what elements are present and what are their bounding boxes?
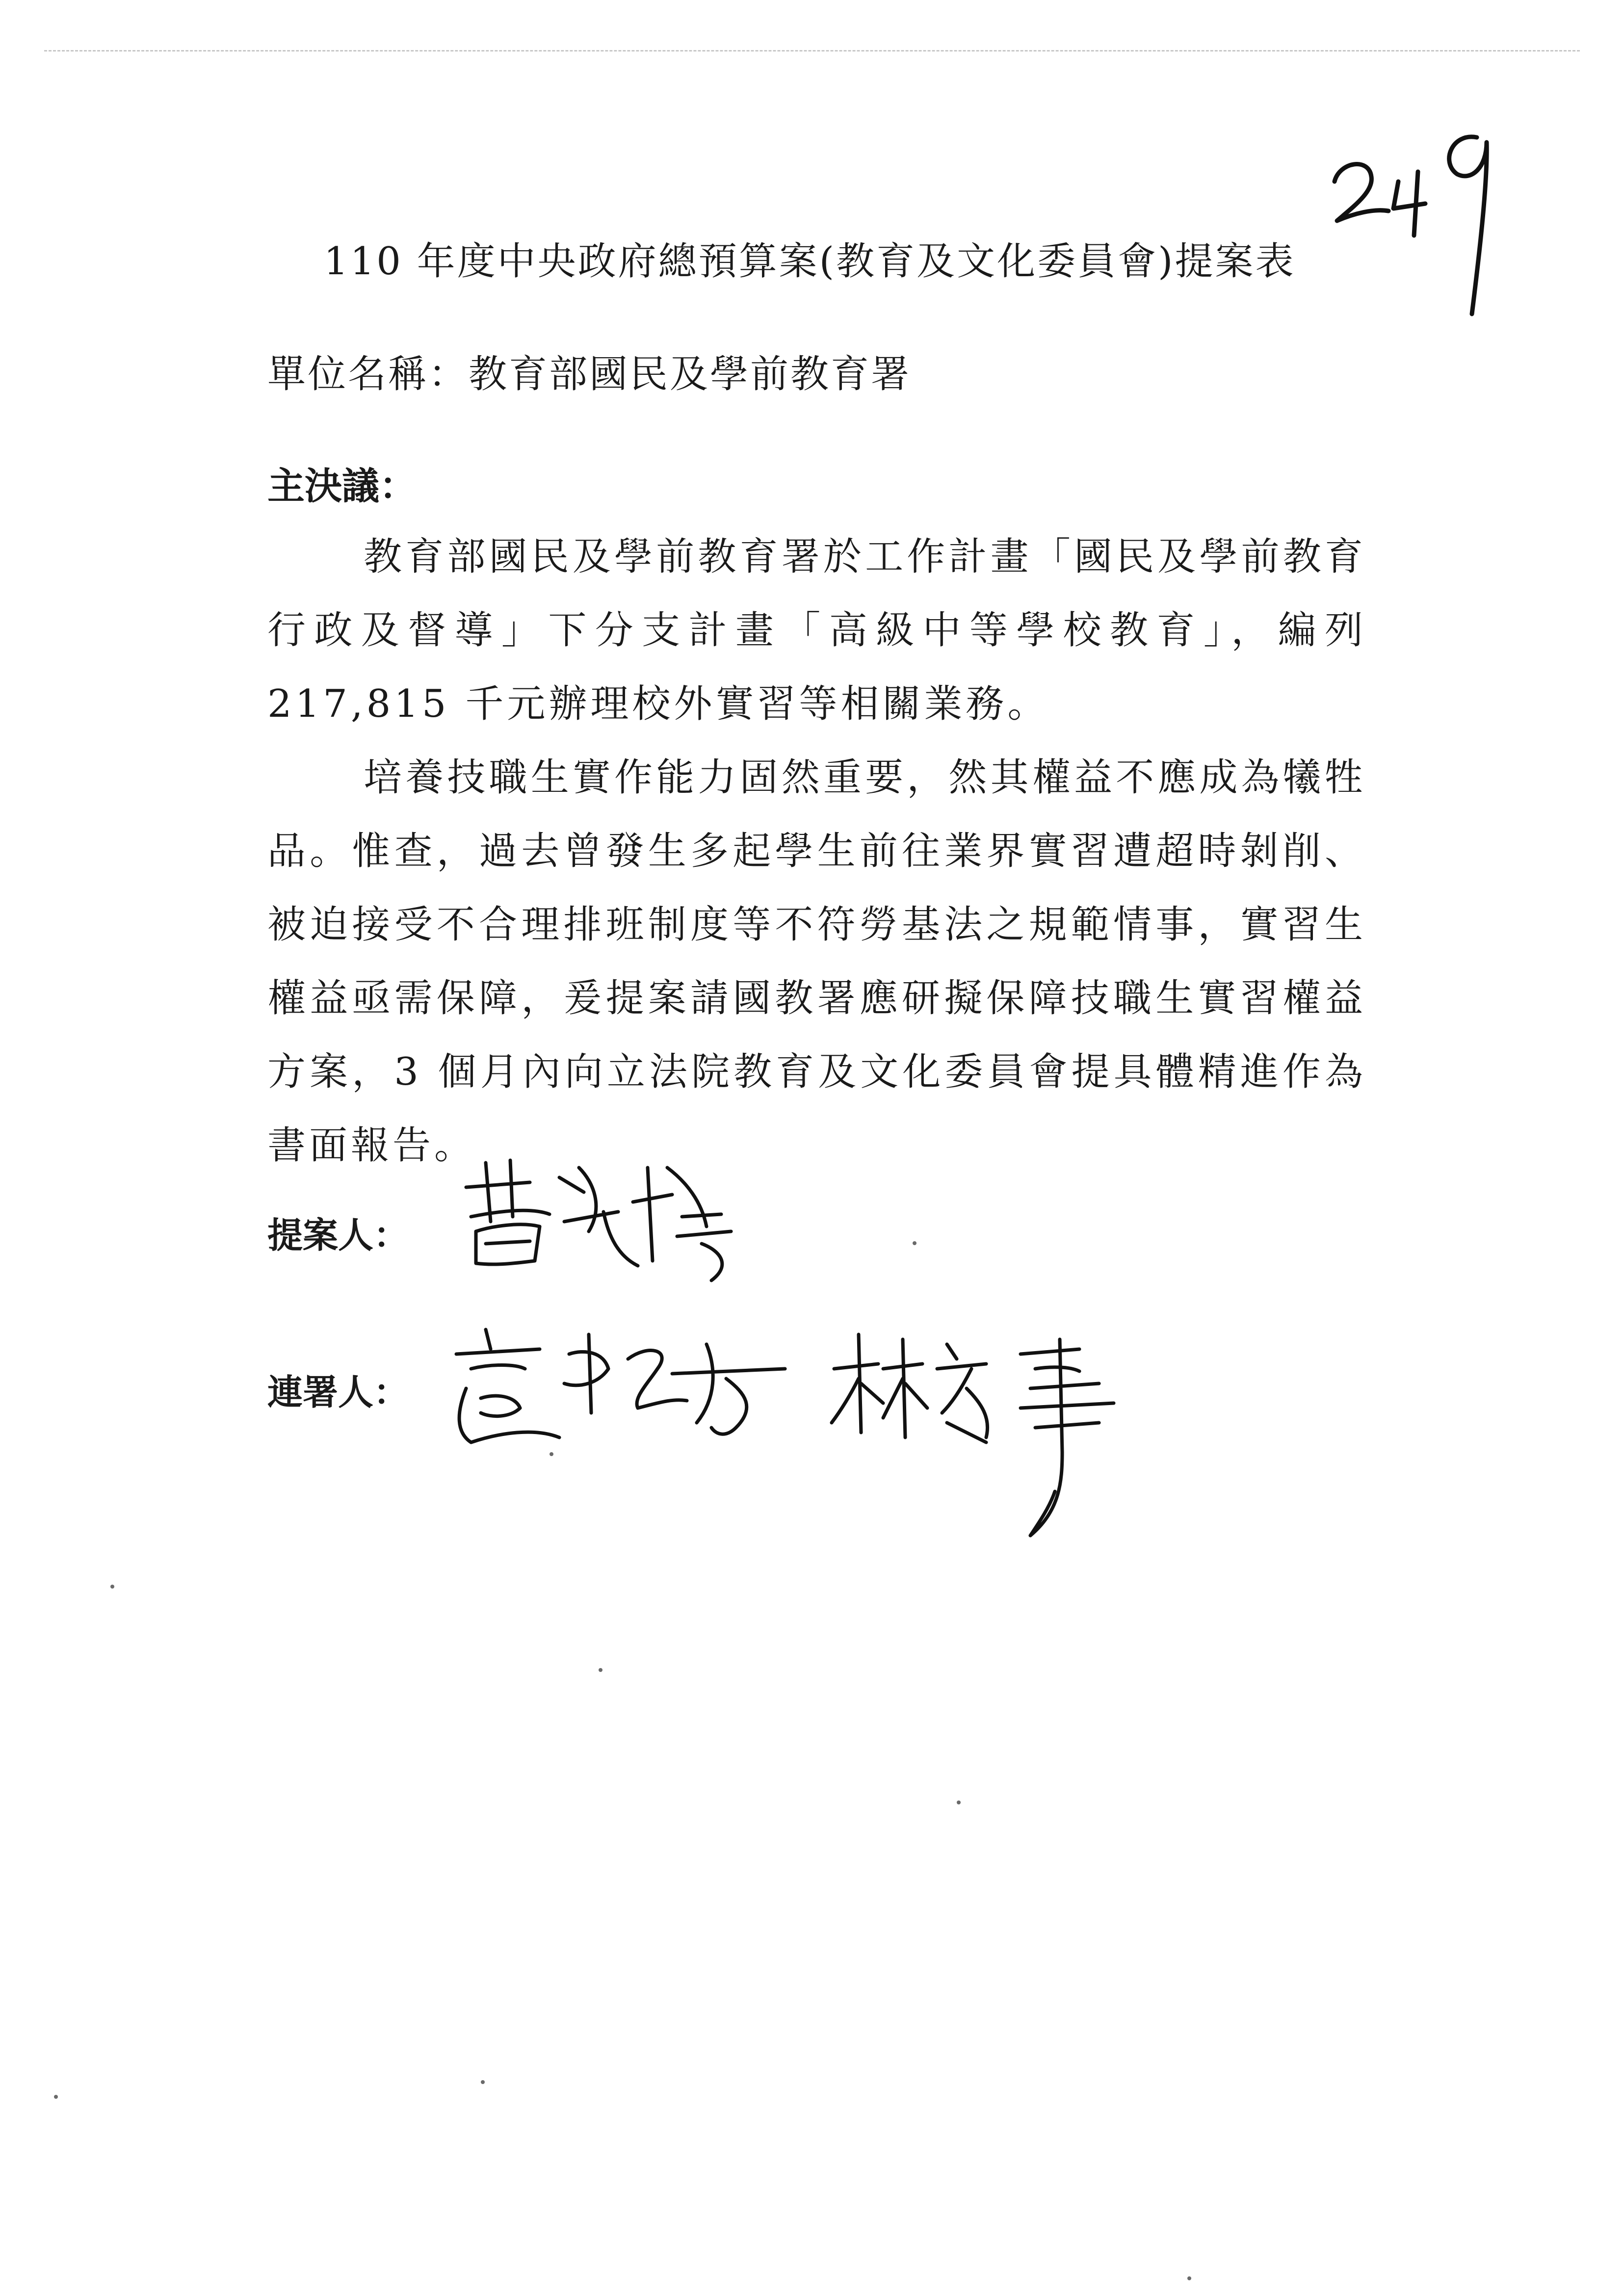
scan-speck	[54, 2095, 58, 2099]
scan-speck	[110, 1585, 114, 1589]
cosigner-signature-1	[442, 1315, 795, 1462]
cosigner-signature-2	[824, 1325, 1128, 1550]
scan-speck	[599, 1668, 602, 1672]
scan-speck	[550, 1452, 553, 1456]
paragraph-2: 培養技職生實作能力固然重要，然其權益不應成為犧牲品。惟查，過去曾發生多起學生前往業界實習遭超時剝削、被迫接受不合理排班制度等不符勞基法之規範情事，實習生權益亟需保障，爰提案請國教署應研擬保障技職生實習權益方案，3 個月內向立法院教育及文化委員會提具體精進作為書面報告。	[267, 756, 1366, 1168]
scan-edge-line	[44, 50, 1580, 52]
proposer-signature	[456, 1148, 751, 1295]
scan-speck	[957, 1800, 961, 1804]
proposer-signature-ink	[456, 1148, 751, 1295]
handwritten-page-number	[1325, 108, 1531, 324]
page-number-ink	[1325, 108, 1531, 324]
scan-speck	[481, 2080, 485, 2084]
proposer-label: 提案人：	[267, 1215, 409, 1256]
document-title: 110 年度中央政府總預算案(教育及文化委員會)提案表	[324, 239, 1296, 284]
scan-speck	[1187, 2276, 1191, 2280]
cosigner-signature-1-ink	[442, 1315, 795, 1462]
unit-name: 單位名稱：教育部國民及學前教育署	[267, 352, 912, 396]
scan-speck	[913, 1241, 917, 1245]
cosigner-label: 連署人：	[267, 1372, 409, 1413]
resolution-heading: 主決議：	[267, 464, 417, 508]
cosigner-signature-2-ink	[824, 1325, 1128, 1550]
paragraph-1: 教育部國民及學前教育署於工作計畫「國民及學前教育行政及督導」下分支計畫「高級中等學校教育」，編列 217,815 千元辦理校外實習等相關業務。	[267, 535, 1366, 726]
